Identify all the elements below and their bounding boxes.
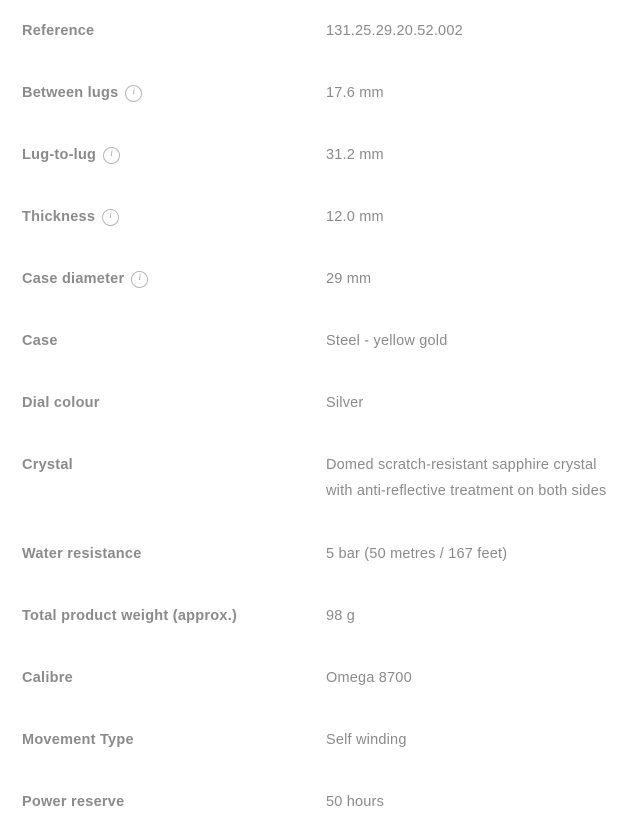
table-row <box>0 448 636 510</box>
spec-label-case <box>22 324 326 358</box>
table-row <box>0 661 636 697</box>
spec-label-text: Power reserve <box>22 794 125 810</box>
table-row <box>0 138 636 174</box>
spec-value-power-reserve: 50 hours <box>326 794 385 810</box>
info-icon-glyph: i <box>138 272 142 283</box>
spec-label-between-lugs <box>22 76 326 110</box>
table-row <box>0 262 636 298</box>
info-icon-glyph: i <box>132 86 136 97</box>
table-row <box>0 14 636 50</box>
spec-label-text: Case diameter <box>22 271 125 287</box>
spec-label-movement-type <box>22 723 326 757</box>
spec-value-lug-to-lug: 31.2 mm <box>326 147 384 163</box>
spec-label-text: Total product weight (approx.) <box>22 608 238 624</box>
spec-label-text: Between lugs <box>22 85 119 101</box>
spec-value-water-resistance: 5 bar (50 metres / 167 feet) <box>326 546 508 562</box>
spec-value-total-product-weight: 98 g <box>326 608 356 624</box>
table-row <box>0 785 636 821</box>
spec-value-thickness: 12.0 mm <box>326 209 384 225</box>
spec-value-case: Steel - yellow gold <box>326 333 448 349</box>
spec-label-reference <box>22 14 326 48</box>
spec-label-text: Lug-to-lug <box>22 147 97 163</box>
table-row <box>0 76 636 112</box>
spec-label-total-product-weight <box>22 599 326 633</box>
spec-label-water-resistance <box>22 537 326 571</box>
info-icon[interactable] <box>102 209 119 226</box>
spec-label-text: Crystal <box>22 457 73 473</box>
spec-label-text: Case <box>22 333 58 349</box>
spec-value-crystal: Domed scratch-resistant sapphire crystal with anti-reflective treatment on both sides <box>326 457 607 499</box>
spec-label-power-reserve <box>22 785 326 819</box>
spec-label-text: Dial colour <box>22 395 100 411</box>
info-icon[interactable] <box>125 85 142 102</box>
info-icon-glyph: i <box>109 210 113 221</box>
table-row <box>0 537 636 573</box>
table-row <box>0 723 636 759</box>
table-row <box>0 324 636 360</box>
spec-value-reference: 131.25.29.20.52.002 <box>326 23 463 39</box>
spec-value-case-diameter: 29 mm <box>326 271 372 287</box>
spec-value-between-lugs: 17.6 mm <box>326 85 384 101</box>
table-row <box>0 386 636 422</box>
spec-label-thickness <box>22 200 326 234</box>
spec-label-case-diameter <box>22 262 326 296</box>
spec-label-text: Thickness <box>22 209 96 225</box>
spec-label-crystal <box>22 448 326 482</box>
spec-label-lug-to-lug <box>22 138 326 172</box>
spec-value-calibre: Omega 8700 <box>326 670 412 686</box>
info-icon[interactable] <box>103 147 120 164</box>
info-icon[interactable] <box>131 271 148 288</box>
spec-label-text: Movement Type <box>22 732 134 748</box>
table-row <box>0 200 636 236</box>
spec-label-text: Water resistance <box>22 546 142 562</box>
spec-label-dial-colour <box>22 386 326 420</box>
spec-value-movement-type: Self winding <box>326 732 407 748</box>
info-icon-glyph: i <box>110 148 114 159</box>
spec-label-text: Calibre <box>22 670 73 686</box>
spec-label-calibre <box>22 661 326 695</box>
table-row <box>0 599 636 635</box>
spec-value-dial-colour: Silver <box>326 395 364 411</box>
spec-label-text: Reference <box>22 23 95 39</box>
